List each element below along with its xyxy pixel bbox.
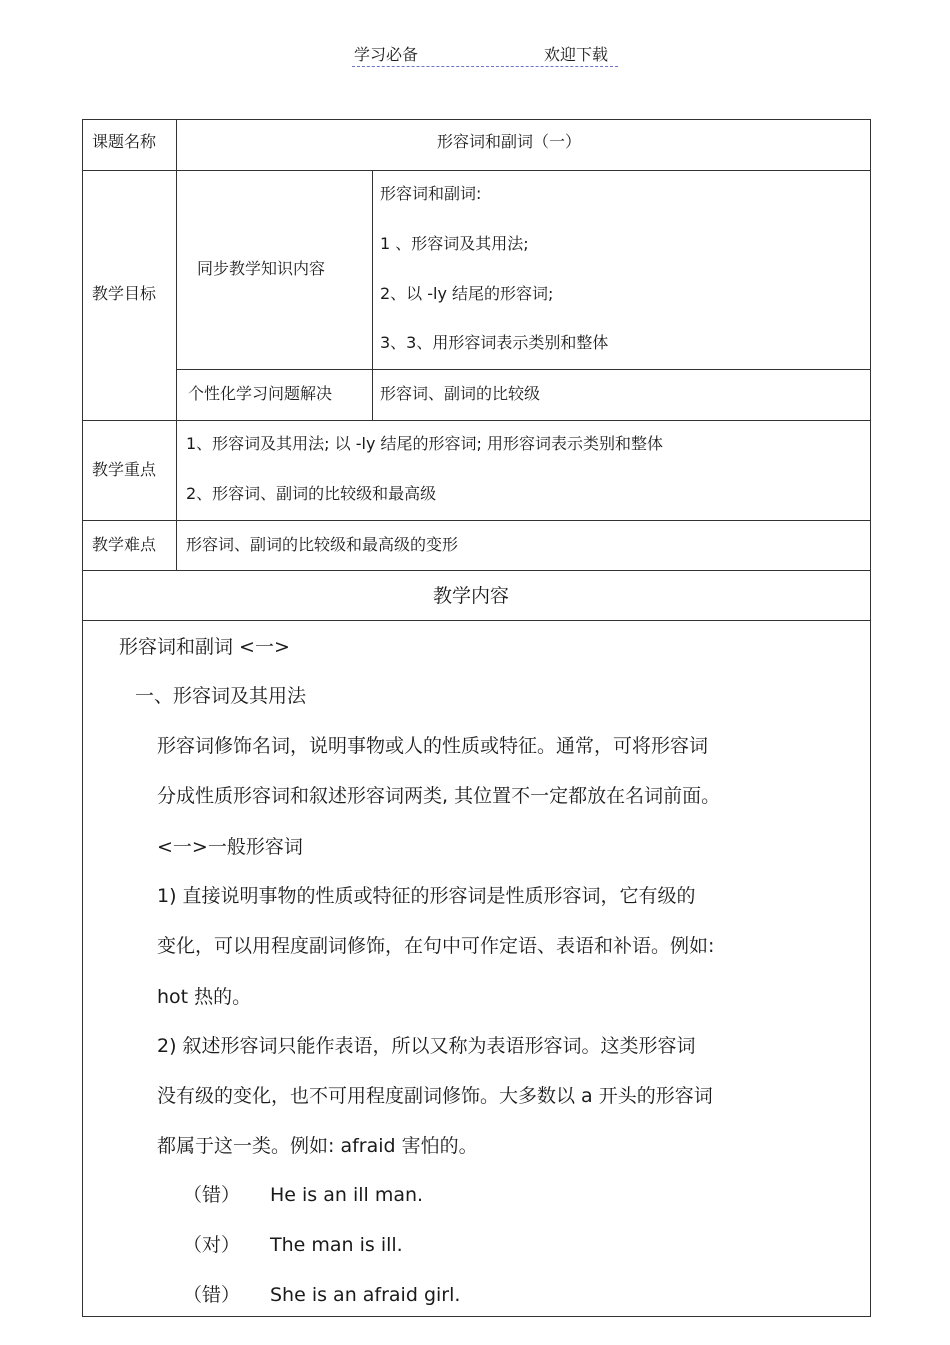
table-rule — [176, 369, 870, 370]
table-rule — [176, 120, 177, 571]
difficult-value: 形容词、副词的比较级和最高级的变形 — [186, 535, 459, 554]
sync-label: 同步教学知识内容 — [197, 259, 326, 278]
content-title: 形容词和副词 <一> — [119, 636, 290, 658]
lesson-table — [82, 119, 871, 1317]
goals-label: 教学目标 — [92, 284, 157, 303]
sync-item: 1 、形容词及其用法; — [380, 234, 529, 253]
page-header — [352, 40, 618, 67]
content-line: 分成性质形容词和叙述形容词两类, 其位置不一定都放在名词前面。 — [157, 785, 721, 807]
key-item: 2、形容词、副词的比较级和最高级 — [186, 484, 437, 503]
content-header: 教学内容 — [433, 585, 510, 607]
content-line: <一>一般形容词 — [157, 836, 303, 858]
example-mark: （对） — [183, 1234, 241, 1256]
topic-label: 课题名称 — [92, 132, 157, 151]
sync-item: 2、以 -ly 结尾的形容词; — [380, 284, 554, 303]
table-rule — [83, 170, 870, 171]
example-mark: （错） — [183, 1184, 241, 1206]
key-item: 1、形容词及其用法; 以 -ly 结尾的形容词; 用形容词表示类别和整体 — [186, 434, 663, 453]
key-label: 教学重点 — [92, 460, 157, 479]
table-rule — [83, 620, 870, 621]
personal-value: 形容词、副词的比较级 — [380, 384, 541, 403]
table-rule — [372, 170, 373, 420]
sync-item: 3、3、用形容词表示类别和整体 — [380, 333, 609, 352]
example-mark: （错） — [183, 1284, 241, 1306]
content-line: 1) 直接说明事物的性质或特征的形容词是性质形容词，它有级的 — [157, 885, 696, 907]
header-right-text: 欢迎下载 — [544, 45, 609, 64]
content-line: hot 热的。 — [157, 986, 252, 1008]
content-line: 形容词修饰名词，说明事物或人的性质或特征。通常，可将形容词 — [157, 735, 709, 757]
difficult-label: 教学难点 — [92, 535, 157, 554]
table-rule — [83, 420, 870, 421]
example-sentence: The man is ill. — [270, 1234, 403, 1256]
header-left-text: 学习必备 — [354, 45, 419, 64]
table-rule — [83, 570, 870, 571]
content-line: 没有级的变化，也不可用程度副词修饰。大多数以 a 开头的形容词 — [157, 1085, 713, 1107]
personal-label: 个性化学习问题解决 — [188, 384, 333, 403]
section-heading: 一、形容词及其用法 — [135, 685, 307, 707]
topic-value: 形容词和副词（一） — [437, 132, 582, 151]
sync-item: 形容词和副词: — [380, 184, 482, 203]
content-line: 都属于这一类。例如: afraid 害怕的。 — [157, 1135, 478, 1157]
example-sentence: She is an afraid girl. — [270, 1284, 461, 1306]
table-rule — [83, 520, 870, 521]
content-line: 变化，可以用程度副词修饰，在句中可作定语、表语和补语。例如: — [157, 935, 715, 957]
example-sentence: He is an ill man. — [270, 1184, 424, 1206]
content-line: 2) 叙述形容词只能作表语，所以又称为表语形容词。这类形容词 — [157, 1035, 696, 1057]
